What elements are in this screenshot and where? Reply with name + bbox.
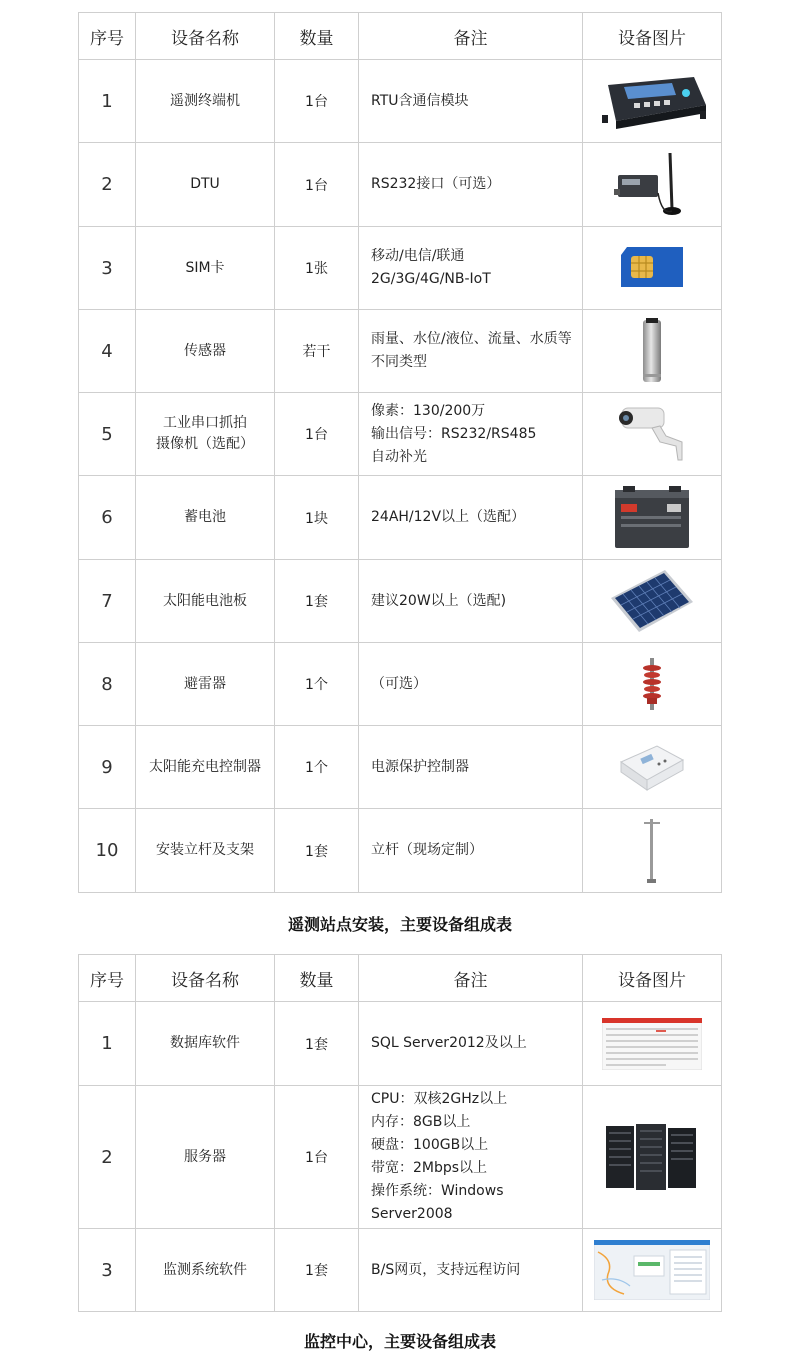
row-number: 7	[79, 560, 136, 643]
device-remark: SQL Server2012及以上	[359, 1002, 583, 1086]
device-quantity: 1套	[275, 809, 359, 893]
device-name: 服务器	[136, 1086, 275, 1229]
row-number: 2	[79, 1086, 136, 1229]
device-name: 遥测终端机	[136, 60, 275, 143]
device-remark: B/S网页，支持远程访问	[359, 1229, 583, 1312]
row-number: 3	[79, 227, 136, 310]
table-caption-station: 遥测站点安装，主要设备组成表	[287, 915, 512, 934]
device-name: 工业串口抓拍 摄像机（选配）	[136, 393, 275, 476]
table-row	[79, 1086, 722, 1229]
device-name: 安装立杆及支架	[136, 809, 275, 893]
device-quantity: 1个	[275, 726, 359, 809]
row-number: 1	[79, 1002, 136, 1086]
server-rack-icon	[606, 1122, 698, 1192]
table-row	[79, 643, 722, 726]
device-quantity: 1台	[275, 143, 359, 227]
table-header-row	[79, 13, 722, 60]
row-number: 10	[79, 809, 136, 893]
battery-icon	[611, 486, 693, 550]
device-remark: 建议20W以上（选配)	[359, 560, 583, 643]
row-number: 4	[79, 310, 136, 393]
device-quantity: 1块	[275, 476, 359, 560]
device-quantity: 1张	[275, 227, 359, 310]
device-quantity: 1台	[275, 60, 359, 143]
solar-panel-icon	[609, 568, 695, 634]
table-row	[79, 1229, 722, 1312]
device-quantity: 1套	[275, 560, 359, 643]
sensor-probe-icon	[637, 318, 667, 384]
table-row	[79, 143, 722, 227]
table-row	[79, 560, 722, 643]
header-cell: 序号	[79, 955, 136, 1002]
device-remark: 电源保护控制器	[359, 726, 583, 809]
header-cell: 设备名称	[136, 955, 275, 1002]
header-cell: 序号	[79, 13, 136, 60]
row-number: 2	[79, 143, 136, 227]
table-row	[79, 310, 722, 393]
table-row	[79, 227, 722, 310]
device-remark: 移动/电信/联通 2G/3G/4G/NB-IoT	[359, 227, 583, 310]
rtu-terminal-icon	[594, 71, 710, 131]
device-quantity: 1台	[275, 393, 359, 476]
row-number: 6	[79, 476, 136, 560]
table-row	[79, 1002, 722, 1086]
device-name: 蓄电池	[136, 476, 275, 560]
mounting-pole-icon	[640, 815, 664, 887]
device-remark: 雨量、水位/液位、流量、水质等 不同类型	[359, 310, 583, 393]
row-number: 8	[79, 643, 136, 726]
equipment-table-station	[78, 12, 722, 893]
header-cell: 数量	[275, 13, 359, 60]
device-name: SIM卡	[136, 227, 275, 310]
device-quantity: 1台	[275, 1086, 359, 1229]
monitoring-software-screenshot-icon	[594, 1240, 710, 1300]
device-remark: RTU含通信模块	[359, 60, 583, 143]
header-cell: 数量	[275, 955, 359, 1002]
row-number: 9	[79, 726, 136, 809]
device-quantity: 1个	[275, 643, 359, 726]
device-remark: 24AH/12V以上（选配）	[359, 476, 583, 560]
device-name: 避雷器	[136, 643, 275, 726]
table-caption-monitoring-center: 监控中心，主要设备组成表	[303, 1332, 496, 1351]
table-row	[79, 476, 722, 560]
table-header-row	[79, 955, 722, 1002]
camera-icon	[616, 402, 688, 466]
device-name: DTU	[136, 143, 275, 227]
table-row	[79, 809, 722, 893]
device-name: 传感器	[136, 310, 275, 393]
device-name: 数据库软件	[136, 1002, 275, 1086]
device-remark: RS232接口（可选）	[359, 143, 583, 227]
device-remark: （可选）	[359, 643, 583, 726]
database-software-screenshot-icon	[602, 1018, 702, 1070]
table-row	[79, 60, 722, 143]
lightning-arrester-icon	[640, 658, 664, 710]
device-remark: 像素：130/200万 输出信号：RS232/RS485 自动补光	[359, 393, 583, 476]
row-number: 3	[79, 1229, 136, 1312]
device-name: 太阳能充电控制器	[136, 726, 275, 809]
row-number: 5	[79, 393, 136, 476]
header-cell: 设备图片	[583, 955, 722, 1002]
header-cell: 备注	[359, 13, 583, 60]
table-row	[79, 393, 722, 476]
sim-card-icon	[619, 247, 685, 289]
device-quantity: 若干	[275, 310, 359, 393]
table-row	[79, 726, 722, 809]
header-cell: 设备图片	[583, 13, 722, 60]
device-remark: 立杆（现场定制）	[359, 809, 583, 893]
equipment-table-monitoring-center	[78, 954, 722, 1312]
header-cell: 设备名称	[136, 13, 275, 60]
device-quantity: 1套	[275, 1002, 359, 1086]
device-name: 太阳能电池板	[136, 560, 275, 643]
charge-controller-icon	[619, 742, 685, 792]
header-cell: 备注	[359, 955, 583, 1002]
device-name: 监测系统软件	[136, 1229, 275, 1312]
dtu-antenna-icon	[612, 149, 692, 221]
row-number: 1	[79, 60, 136, 143]
device-quantity: 1套	[275, 1229, 359, 1312]
device-remark: CPU：双核2GHz以上 内存：8GB以上 硬盘：100GB以上 带宽：2Mbps以上 操作系统：Windows Server2008	[359, 1086, 583, 1229]
